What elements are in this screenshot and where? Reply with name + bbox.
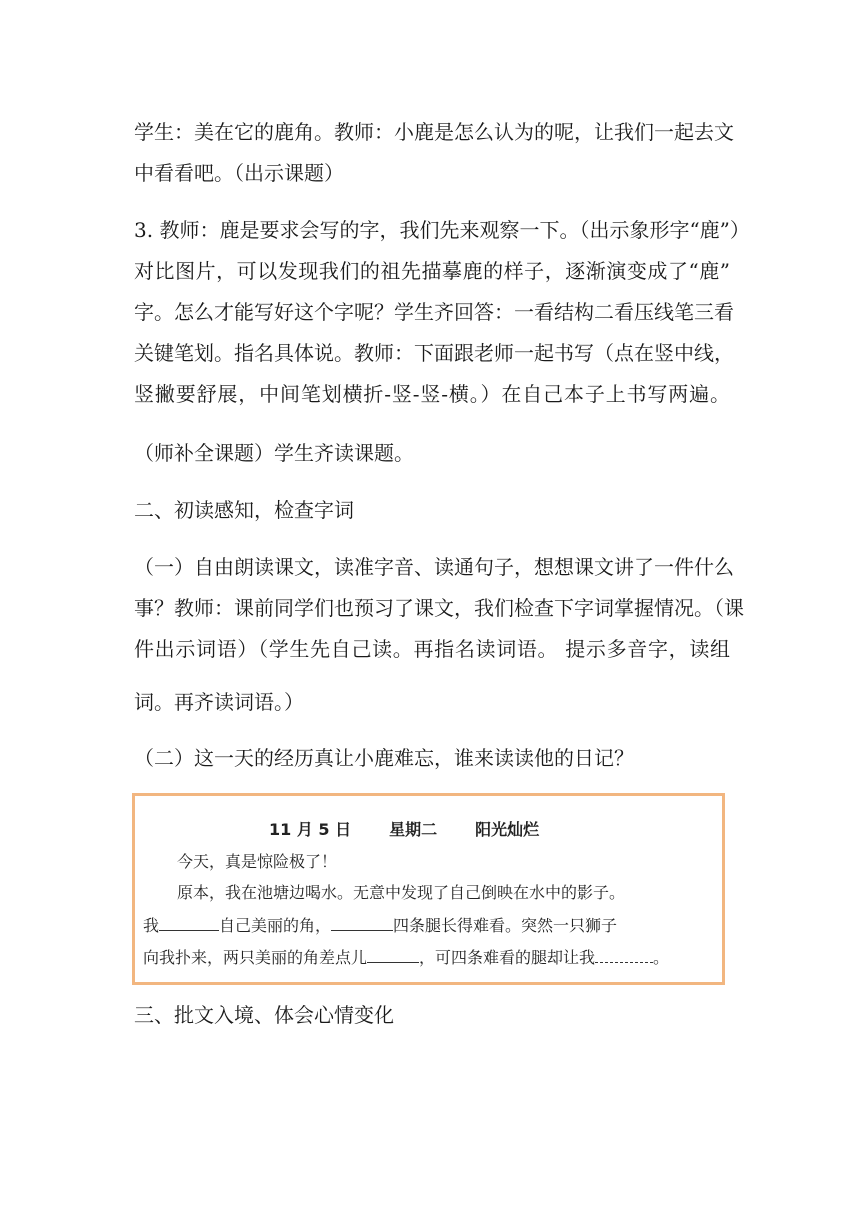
paragraph-line: （一）自由朗读课文，读准字音、读通句子，想想课文讲了一件什么 bbox=[134, 555, 734, 579]
paragraph-line: 竖撇要舒展，中间笔划横折-竖-竖-横。）在自己本子上书写两遍。 bbox=[134, 382, 730, 406]
paragraph-line: 3. 教师：鹿是要求会写的字，我们先来观察一下。（出示象形字“鹿”） bbox=[134, 218, 750, 242]
paragraph-line: 事？教师：课前同学们也预习了课文，我们检查下字词掌握情况。（课 bbox=[134, 596, 744, 620]
paragraph-line: （师补全课题）学生齐读课题。 bbox=[134, 441, 414, 465]
paragraph-line: （二）这一天的经历真让小鹿难忘，谁来读读他的日记？ bbox=[134, 746, 634, 770]
diary-date: 11 月 5 日 bbox=[269, 820, 352, 839]
paragraph-line: 对比图片，可以发现我们的祖先描摹鹿的样子，逐渐演变成了“鹿” bbox=[134, 259, 730, 283]
paragraph-line: 件出示词语）（学生先自己读。再指名读词语。 提示多音字，读组 bbox=[134, 637, 730, 661]
diary-line bbox=[143, 948, 669, 968]
fill-blank bbox=[159, 916, 219, 931]
diary-line: 今天，真是惊险极了！ bbox=[177, 852, 338, 871]
paragraph-line: 中看看吧。（出示课题） bbox=[134, 161, 344, 185]
section-heading: 二、初读感知，检查字词 bbox=[134, 498, 354, 522]
paragraph-line: 关键笔划。指名具体说。教师：下面跟老师一起书写（点在竖中线， bbox=[134, 341, 734, 365]
diary-line: 原本，我在池塘边喝水。无意中发现了自己倒映在水中的影子。 bbox=[177, 883, 626, 902]
diary-text: ，可四条难看的腿却让我 bbox=[419, 948, 596, 967]
diary-weekday: 星期二 bbox=[389, 820, 438, 839]
fill-blank bbox=[367, 948, 419, 963]
diary-header bbox=[269, 820, 539, 840]
diary-line bbox=[143, 916, 617, 936]
diary-text: 。 bbox=[653, 948, 670, 967]
fill-blank bbox=[595, 948, 653, 963]
diary-text: 我 bbox=[143, 916, 160, 935]
diary-text: 自己美丽的角， bbox=[219, 916, 332, 935]
diary-figure bbox=[132, 793, 725, 985]
diary-weather: 阳光灿烂 bbox=[475, 820, 540, 839]
diary-text: 四条腿长得难看。突然一只狮子 bbox=[393, 916, 618, 935]
fill-blank bbox=[331, 916, 393, 931]
diary-text: 向我扑来，两只美丽的角差点儿 bbox=[143, 948, 368, 967]
section-heading: 三、批文入境、体会心情变化 bbox=[134, 1003, 394, 1027]
paragraph-line: 字。怎么才能写好这个字呢？学生齐回答：一看结构二看压线笔三看 bbox=[134, 300, 734, 324]
paragraph-line: 词。再齐读词语。） bbox=[134, 690, 304, 714]
paragraph-line: 学生：美在它的鹿角。教师：小鹿是怎么认为的呢，让我们一起去文 bbox=[134, 120, 734, 144]
